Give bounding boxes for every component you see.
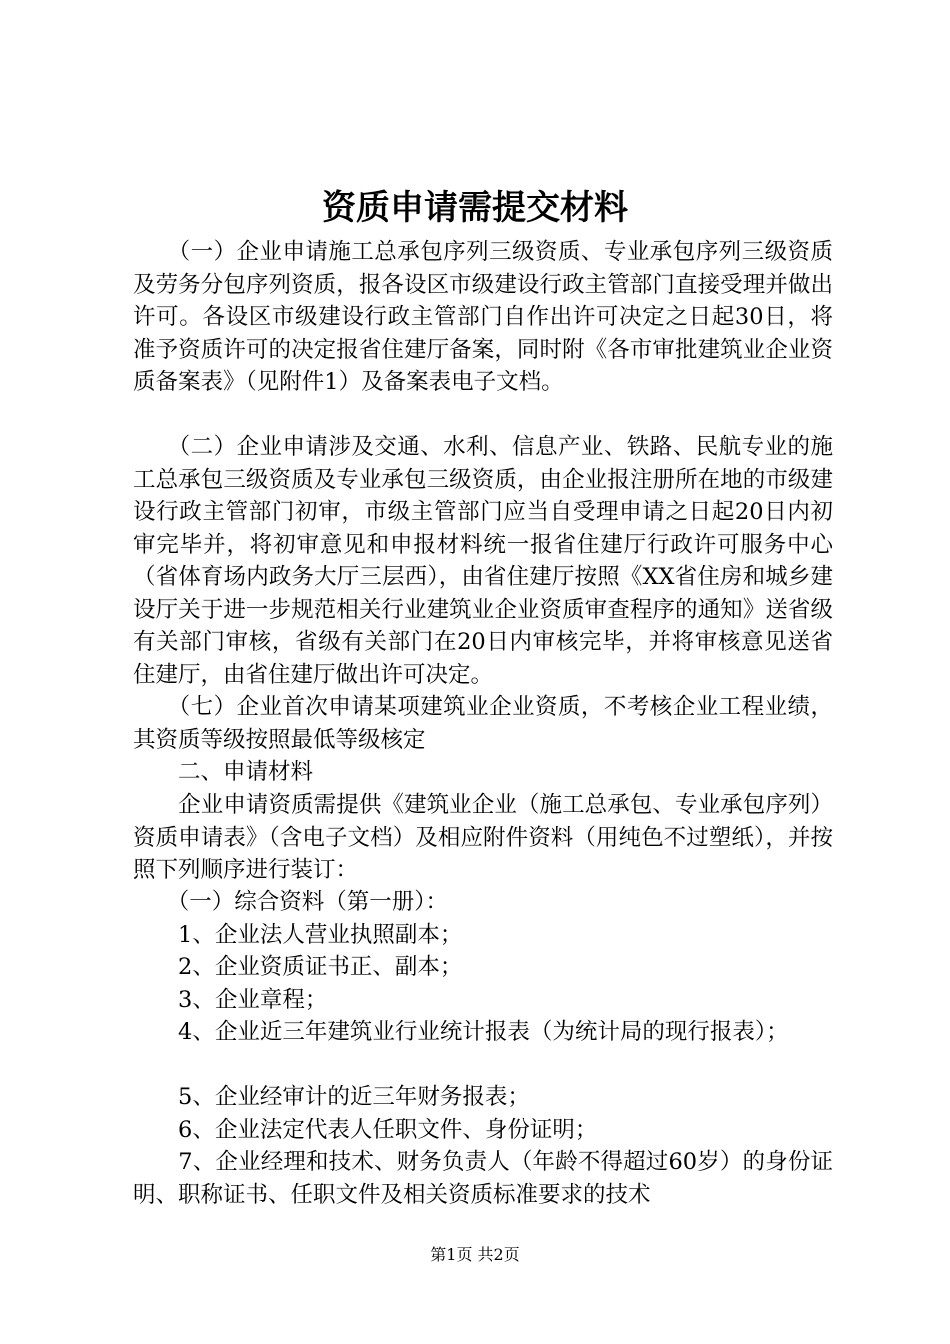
paragraph-3: （七）企业首次申请某项建筑业企业资质，不考核企业工程业绩，其资质等级按照最低等级核定 — [133, 694, 833, 753]
list-item-3: 3、企业章程； — [133, 987, 328, 1013]
list-item-5: 5、企业经审计的近三年财务报表； — [133, 1084, 530, 1110]
list-item-2: 2、企业资质证书正、副本； — [133, 954, 463, 980]
paragraph-5: 企业申请资质需提供《建筑业企业（施工总承包、专业承包序列）资质申请表》（含电子文档）及相应附件资料（用纯色不过塑纸），并按照下列顺序进行装订： — [133, 792, 833, 883]
page-footer: 第1页 共2页 — [430, 1245, 520, 1264]
paragraph-1: （一）企业申请施工总承包序列三级资质、专业承包序列三级资质及劳务分包序列资质，报各设区市级建设行政主管部门直接受理并做出许可。各设区市级建设行政主管部门自作出许可决定之日起30日，将准予资质许可的决定报省住建厅备案，同时附《各市审批建筑业企业资质备案表》（见附件1）及备案表电子文档。 — [133, 239, 833, 395]
paragraph-4: 二、申请材料 — [133, 759, 314, 785]
list-item-4: 4、企业近三年建筑业行业统计报表（为统计局的现行报表）； — [133, 1019, 789, 1045]
list-item-1: 1、企业法人营业执照副本； — [133, 922, 463, 948]
paragraph-2: （二）企业申请涉及交通、水利、信息产业、铁路、民航专业的施工总承包三级资质及专业承包三级资质，由企业报注册所在地的市级建设行政主管部门初审，市级主管部门应当自受理申请之日起20日内初审完毕并，将初审意见和申报材料统一报省住建厅行政许可服务中心（省体育场内政务大厅三层西），由省住建厅按照《XX省住房和城乡建设厅关于进一步规范相关行业建筑业企业资质审查程序的通知》送省级有关部门审核，省级有关部门在20日内审核完毕，并将审核意见送省住建厅，由省住建厅做出许可决定。 — [133, 434, 833, 688]
document-title: 资质申请需提交材料 — [322, 188, 628, 228]
paragraph-6: （一）综合资料（第一册）： — [133, 889, 449, 915]
list-item-7: 7、企业经理和技术、财务负责人（年龄不得超过60岁）的身份证明、职称证书、任职文件及相关资质标准要求的技术 — [133, 1149, 833, 1208]
list-item-6: 6、企业法定代表人任职文件、身份证明； — [133, 1117, 598, 1143]
